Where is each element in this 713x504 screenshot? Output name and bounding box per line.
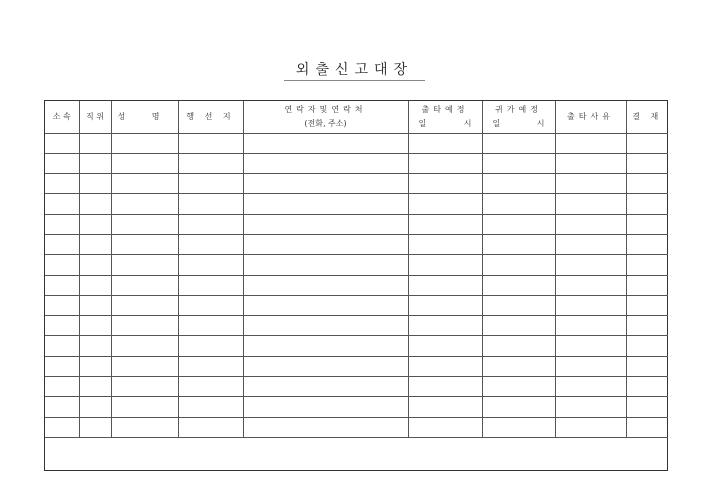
cell-return[interactable]	[482, 295, 555, 315]
cell-affiliation[interactable]	[45, 174, 79, 194]
cell-affiliation[interactable]	[45, 397, 79, 417]
cell-reason[interactable]	[555, 153, 626, 173]
cell-return[interactable]	[482, 417, 555, 437]
cell-name[interactable]	[111, 417, 178, 437]
table-row	[45, 194, 668, 214]
header-return-hour: 시	[536, 118, 545, 128]
cell-return[interactable]	[482, 174, 555, 194]
cell-contact[interactable]	[243, 377, 408, 397]
table-row	[45, 295, 668, 315]
cell-affiliation[interactable]	[45, 377, 79, 397]
cell-return[interactable]	[482, 316, 555, 336]
table-row	[45, 417, 668, 437]
table-row	[45, 397, 668, 417]
cell-return[interactable]	[482, 255, 555, 275]
cell-departure[interactable]	[408, 336, 482, 356]
cell-reason[interactable]	[555, 174, 626, 194]
cell-name[interactable]	[111, 133, 178, 153]
table-row	[45, 234, 668, 254]
cell-approval[interactable]	[626, 234, 668, 254]
header-return-day: 일	[492, 118, 501, 128]
cell-contact[interactable]	[243, 194, 408, 214]
cell-reason[interactable]	[555, 133, 626, 153]
header-contact-line1: 연락자및연락처	[284, 104, 367, 114]
cell-approval[interactable]	[626, 255, 668, 275]
title-underline	[284, 80, 425, 81]
cell-departure[interactable]	[408, 194, 482, 214]
cell-contact[interactable]	[243, 174, 408, 194]
cell-departure[interactable]	[408, 255, 482, 275]
cell-reason[interactable]	[555, 356, 626, 376]
cell-destination[interactable]	[178, 356, 243, 376]
remarks-cell[interactable]	[45, 437, 668, 468]
cell-reason[interactable]	[555, 194, 626, 214]
cell-reason[interactable]	[555, 417, 626, 437]
cell-affiliation[interactable]	[45, 295, 79, 315]
cell-departure[interactable]	[408, 356, 482, 376]
cell-position[interactable]	[79, 356, 111, 376]
cell-contact[interactable]	[243, 295, 408, 315]
header-return	[482, 101, 555, 133]
cell-departure[interactable]	[408, 275, 482, 295]
cell-name[interactable]	[111, 377, 178, 397]
cell-destination[interactable]	[178, 417, 243, 437]
cell-reason[interactable]	[555, 316, 626, 336]
cell-departure[interactable]	[408, 214, 482, 234]
cell-destination[interactable]	[178, 275, 243, 295]
table-row	[45, 153, 668, 173]
cell-departure[interactable]	[408, 174, 482, 194]
cell-contact[interactable]	[243, 417, 408, 437]
header-affiliation: 소 속	[45, 101, 79, 133]
register-body	[45, 133, 668, 468]
cell-affiliation[interactable]	[45, 133, 79, 153]
document-title: 외출신고대장	[295, 62, 414, 78]
cell-position[interactable]	[79, 194, 111, 214]
cell-destination[interactable]	[178, 214, 243, 234]
cell-approval[interactable]	[626, 194, 668, 214]
cell-return[interactable]	[482, 356, 555, 376]
cell-approval[interactable]	[626, 275, 668, 295]
cell-reason[interactable]	[555, 295, 626, 315]
header-name: 성 명	[111, 101, 178, 133]
cell-contact[interactable]	[243, 356, 408, 376]
cell-position[interactable]	[79, 377, 111, 397]
cell-approval[interactable]	[626, 316, 668, 336]
cell-position[interactable]	[79, 417, 111, 437]
cell-affiliation[interactable]	[45, 153, 79, 173]
cell-departure[interactable]	[408, 295, 482, 315]
cell-contact[interactable]	[243, 397, 408, 417]
cell-destination[interactable]	[178, 133, 243, 153]
cell-approval[interactable]	[626, 417, 668, 437]
cell-position[interactable]	[79, 133, 111, 153]
cell-approval[interactable]	[626, 295, 668, 315]
cell-contact[interactable]	[243, 234, 408, 254]
cell-approval[interactable]	[626, 174, 668, 194]
cell-return[interactable]	[482, 153, 555, 173]
header-reason: 출타사유	[555, 101, 626, 133]
cell-name[interactable]	[111, 255, 178, 275]
cell-contact[interactable]	[243, 153, 408, 173]
cell-affiliation[interactable]	[45, 234, 79, 254]
cell-name[interactable]	[111, 153, 178, 173]
cell-approval[interactable]	[626, 214, 668, 234]
cell-affiliation[interactable]	[45, 336, 79, 356]
remarks-row	[45, 437, 668, 468]
cell-destination[interactable]	[178, 336, 243, 356]
register-table	[45, 101, 668, 468]
table-row	[45, 214, 668, 234]
table-row	[45, 174, 668, 194]
cell-reason[interactable]	[555, 214, 626, 234]
cell-position[interactable]	[79, 275, 111, 295]
cell-position[interactable]	[79, 214, 111, 234]
cell-departure[interactable]	[408, 234, 482, 254]
cell-approval[interactable]	[626, 377, 668, 397]
cell-contact[interactable]	[243, 214, 408, 234]
cell-reason[interactable]	[555, 397, 626, 417]
cell-name[interactable]	[111, 336, 178, 356]
header-return-line1: 귀가예정	[495, 104, 542, 114]
cell-name[interactable]	[111, 275, 178, 295]
cell-name[interactable]	[111, 174, 178, 194]
cell-position[interactable]	[79, 397, 111, 417]
cell-reason[interactable]	[555, 336, 626, 356]
table-row	[45, 275, 668, 295]
table-row	[45, 356, 668, 376]
header-departure-hour: 시	[463, 118, 472, 128]
cell-reason[interactable]	[555, 275, 626, 295]
cell-departure[interactable]	[408, 377, 482, 397]
cell-name[interactable]	[111, 214, 178, 234]
cell-name[interactable]	[111, 234, 178, 254]
cell-departure[interactable]	[408, 153, 482, 173]
cell-return[interactable]	[482, 275, 555, 295]
cell-affiliation[interactable]	[45, 316, 79, 336]
table-row	[45, 255, 668, 275]
cell-approval[interactable]	[626, 356, 668, 376]
table-row	[45, 316, 668, 336]
cell-reason[interactable]	[555, 234, 626, 254]
cell-position[interactable]	[79, 336, 111, 356]
cell-name[interactable]	[111, 295, 178, 315]
cell-position[interactable]	[79, 174, 111, 194]
cell-affiliation[interactable]	[45, 275, 79, 295]
cell-destination[interactable]	[178, 194, 243, 214]
cell-return[interactable]	[482, 133, 555, 153]
header-contact	[243, 101, 408, 133]
header-departure	[408, 101, 482, 133]
cell-position[interactable]	[79, 316, 111, 336]
cell-contact[interactable]	[243, 133, 408, 153]
cell-position[interactable]	[79, 234, 111, 254]
cell-destination[interactable]	[178, 174, 243, 194]
header-departure-line1: 출타예정	[421, 104, 469, 114]
cell-position[interactable]	[79, 153, 111, 173]
header-row	[45, 101, 668, 133]
cell-affiliation[interactable]	[45, 255, 79, 275]
cell-name[interactable]	[111, 316, 178, 336]
cell-return[interactable]	[482, 377, 555, 397]
cell-destination[interactable]	[178, 316, 243, 336]
cell-name[interactable]	[111, 397, 178, 417]
outing-register-sheet	[44, 100, 668, 471]
cell-affiliation[interactable]	[45, 417, 79, 437]
cell-name[interactable]	[111, 356, 178, 376]
header-approval: 결 재	[626, 101, 668, 133]
cell-position[interactable]	[79, 295, 111, 315]
cell-return[interactable]	[482, 194, 555, 214]
header-position: 직 위	[79, 101, 111, 133]
cell-return[interactable]	[482, 397, 555, 417]
header-destination: 행 선 지	[178, 101, 243, 133]
cell-return[interactable]	[482, 234, 555, 254]
cell-return[interactable]	[482, 214, 555, 234]
cell-reason[interactable]	[555, 377, 626, 397]
cell-approval[interactable]	[626, 133, 668, 153]
cell-affiliation[interactable]	[45, 214, 79, 234]
cell-departure[interactable]	[408, 397, 482, 417]
cell-affiliation[interactable]	[45, 194, 79, 214]
cell-departure[interactable]	[408, 316, 482, 336]
cell-approval[interactable]	[626, 336, 668, 356]
cell-contact[interactable]	[243, 255, 408, 275]
cell-return[interactable]	[482, 336, 555, 356]
cell-destination[interactable]	[178, 377, 243, 397]
table-row	[45, 336, 668, 356]
cell-departure[interactable]	[408, 417, 482, 437]
cell-destination[interactable]	[178, 295, 243, 315]
cell-approval[interactable]	[626, 397, 668, 417]
cell-destination[interactable]	[178, 234, 243, 254]
cell-contact[interactable]	[243, 336, 408, 356]
cell-destination[interactable]	[178, 397, 243, 417]
cell-position[interactable]	[79, 255, 111, 275]
cell-destination[interactable]	[178, 153, 243, 173]
cell-name[interactable]	[111, 194, 178, 214]
cell-approval[interactable]	[626, 153, 668, 173]
header-contact-line2: (전화, 주소)	[304, 118, 347, 128]
cell-contact[interactable]	[243, 316, 408, 336]
cell-reason[interactable]	[555, 255, 626, 275]
table-row	[45, 133, 668, 153]
table-row	[45, 377, 668, 397]
cell-destination[interactable]	[178, 255, 243, 275]
cell-contact[interactable]	[243, 275, 408, 295]
cell-departure[interactable]	[408, 133, 482, 153]
header-departure-day: 일	[418, 118, 427, 128]
cell-affiliation[interactable]	[45, 356, 79, 376]
